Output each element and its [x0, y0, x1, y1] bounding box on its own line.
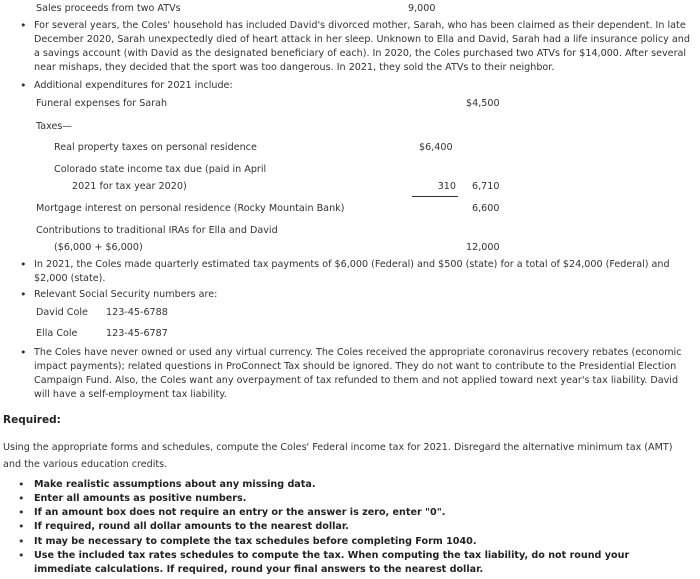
taxes-total-value: 6,710 [472, 181, 500, 192]
required-text: Using the appropriate forms and schedules, compute the Coles' Federal income tax for 2021. Disregard the alternative minimum tax (AMT) and the various education credits. [3, 442, 673, 470]
bullet-dot: • [18, 478, 25, 491]
taxes-label: Taxes— [36, 121, 73, 132]
instruction-item: If an amount box does not require an entry or the answer is zero, enter "0". [34, 507, 446, 518]
bullet-estimated-text: In 2021, the Coles made quarterly estimated tax payments of $6,000 (Federal) and $500 (state) for a total of $24,000 (Federal) and $2,000 (state). [34, 259, 670, 284]
bullet-sarah-text: For several years, the Coles' household has included David's divorced mother, Sarah, who has been claimed as their dependent. In late December 2020, Sarah unexpectedly died of heart attack in her sleep. Unknown to Ella and David, Sarah had a life insurance policy and a savings account (with David as the designated beneficiary of each). In 2020, the Coles purchased two ATVs for $14,000. After several near mishaps, they decided that the sport was too dangerous. In 2021, they sold the ATVs to their neighbor. [34, 20, 690, 73]
bullet-ssn-text: Relevant Social Security numbers are: [34, 289, 218, 300]
bullet-dot: • [20, 346, 27, 359]
ssn-name: Ella Cole [36, 328, 78, 339]
colorado-tax-label-1: Colorado state income tax due (paid in April [54, 164, 267, 175]
bullet-dot: • [20, 258, 27, 271]
bullet-dot: • [18, 506, 25, 519]
bullet-dot: • [18, 549, 25, 562]
bullet-dot: • [20, 79, 27, 92]
colorado-tax-label-2: 2021 for tax year 2020) [72, 181, 187, 192]
subtotal-rule [412, 196, 458, 197]
instruction-item: If required, round all dollar amounts to the nearest dollar. [34, 521, 349, 532]
required-heading: Required: [3, 414, 61, 426]
bullet-dot: • [18, 535, 25, 548]
bullet-dot: • [18, 492, 25, 505]
instruction-item: Make realistic assumptions about any missing data. [34, 479, 316, 490]
mortgage-value: 6,600 [472, 203, 500, 214]
colorado-tax-value: 310 [437, 181, 456, 192]
funeral-label: Funeral expenses for Sarah [36, 98, 168, 109]
atv-sales-label: Sales proceeds from two ATVs [36, 3, 181, 14]
instruction-item: It may be necessary to complete the tax schedules before completing Form 1040. [34, 536, 477, 547]
ssn-name: David Cole [36, 307, 88, 318]
bullet-expenditures-text: Additional expenditures for 2021 include: [34, 80, 233, 91]
ssn-number: 123-45-6787 [106, 328, 168, 339]
bullet-dot: • [20, 288, 27, 301]
bullet-virtual-text: The Coles have never owned or used any virtual currency. The Coles received the appropriate coronavirus recovery rebates (economic impact payments); related questions in ProConnect Tax should be ignored. They do not want to contribute to the Presidential Election Campaign Fund. Also, the Coles want any overpayment of tax refunded to them and not applied toward next year's tax liability. David will have a self-employment tax liability. [34, 347, 682, 400]
ira-label-1: Contributions to traditional IRAs for Ella and David [36, 225, 278, 236]
bullet-dot: • [20, 19, 27, 32]
instruction-item: Enter all amounts as positive numbers. [34, 493, 247, 504]
property-tax-value: $6,400 [419, 142, 453, 153]
ira-value: 12,000 [466, 242, 500, 253]
atv-sales-value: 9,000 [408, 3, 436, 14]
ira-label-2: ($6,000 + $6,000) [54, 242, 143, 253]
bullet-dot: • [18, 520, 25, 533]
ssn-number: 123-45-6788 [106, 307, 168, 318]
mortgage-label: Mortgage interest on personal residence (Rocky Mountain Bank) [36, 203, 345, 214]
property-tax-label: Real property taxes on personal residence [54, 142, 257, 153]
funeral-value: $4,500 [466, 98, 500, 109]
instruction-item: Use the included tax rates schedules to compute the tax. When computing the tax liability, do not round your immediate calculations. If required, round your final answers to the nearest dollar. [34, 550, 630, 575]
